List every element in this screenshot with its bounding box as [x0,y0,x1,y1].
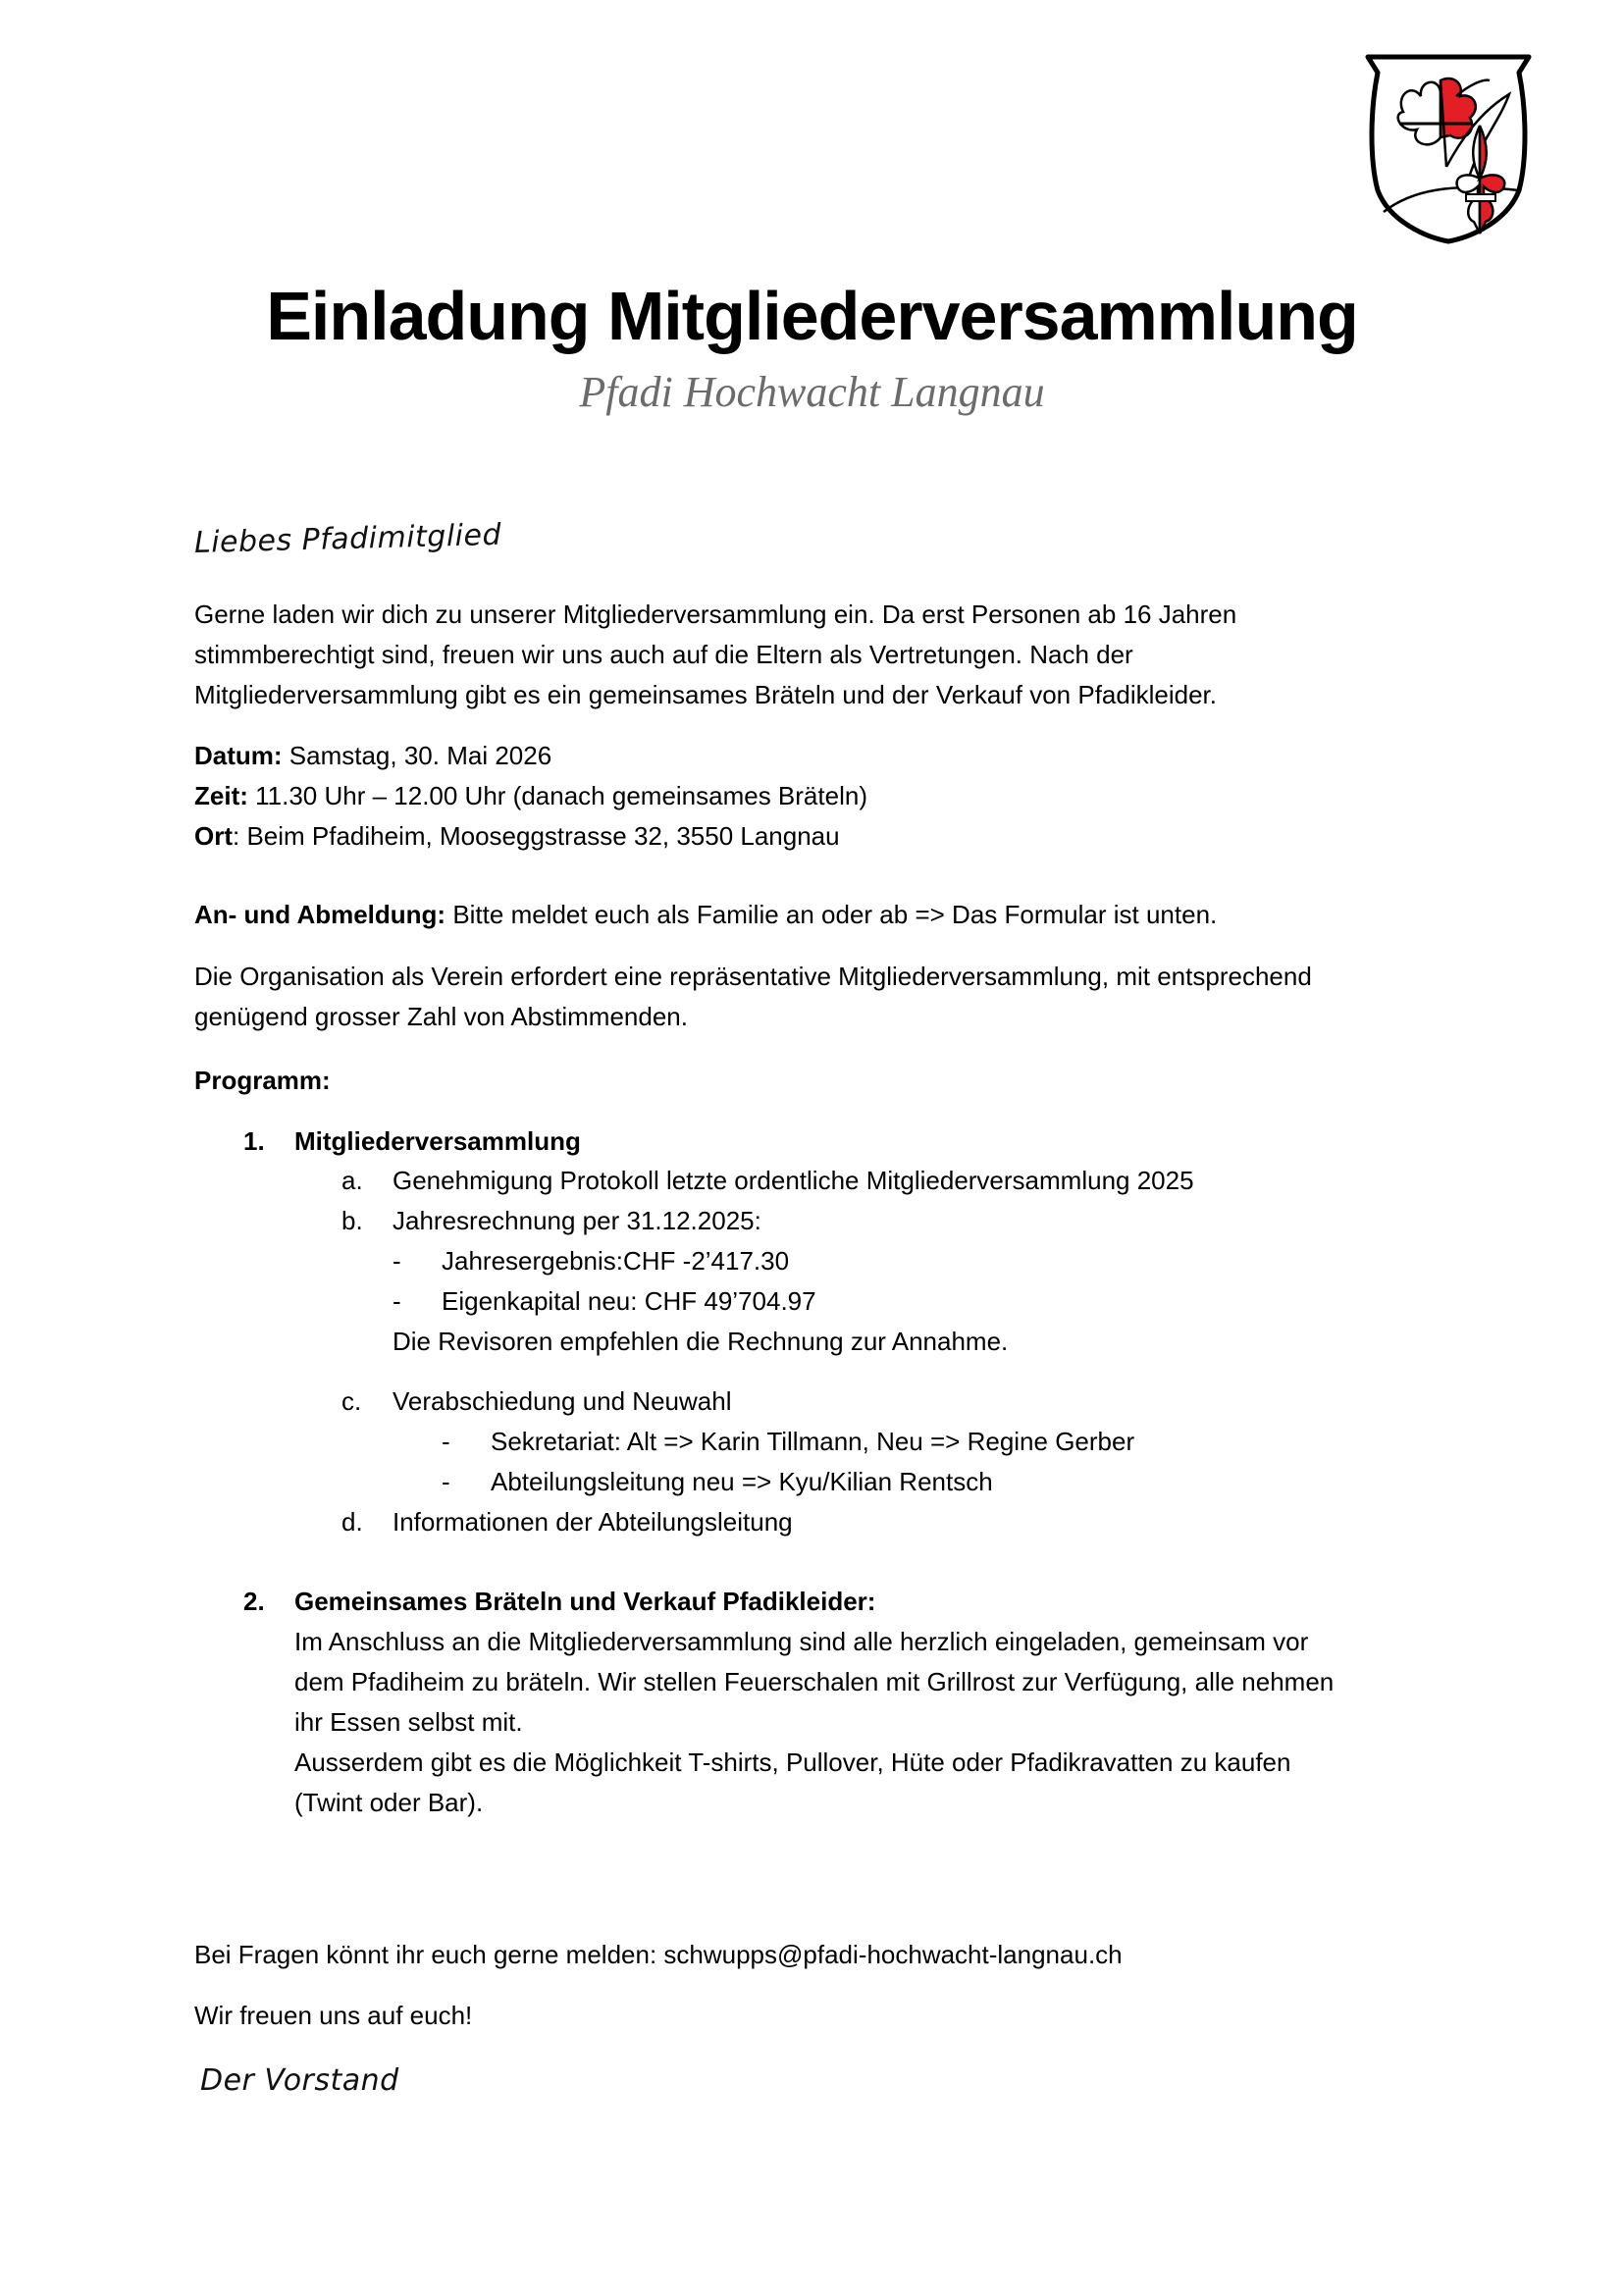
bullet-dash: - [442,1467,450,1496]
organisation-line: Die Organisation als Verein erfordert eine repräsentative Mitgliederversammlung, mit entsprechend [194,962,1312,991]
intro-line: stimmberechtigt sind, freuen wir uns auch auf die Eltern als Vertretungen. Nach der [194,640,1133,669]
page-title: Einladung Mitgliederversammlung [266,278,1358,354]
program-item-line: Im Anschluss an die Mitgliederversammlung sind alle herzlich eingeladen, gemeinsam vor [294,1627,1309,1656]
date-row [194,736,1470,776]
sub-item-letter: c. [341,1386,362,1416]
sub-item-letter: d. [341,1507,363,1537]
time-row [194,776,1470,816]
sub-item-letter: a. [341,1166,363,1195]
sub-item-text: Informationen der Abteilungsleitung [393,1507,793,1537]
bullet-dash: - [393,1286,401,1316]
place-row [194,816,1470,857]
signature: Der Vorstand [200,2063,399,2098]
program-item-line: dem Pfadiheim zu bräteln. Wir stellen Feuerschalen mit Grillrost zur Verfügung, alle nehmen [294,1667,1335,1696]
bullet-text: Abteilungsleitung neu => Kyu/Kilian Rentsch [491,1467,993,1496]
bullet-text: Eigenkapital neu: CHF 49’704.97 [442,1286,816,1316]
bullet-text: Jahresergebnis:CHF -2’417.30 [442,1246,790,1276]
bullet-text: Sekretariat: Alt => Karin Tillmann, Neu => Regine Gerber [491,1427,1135,1456]
place-value: : Beim Pfadiheim, Mooseggstrasse 32, 3550 Langnau [233,821,840,851]
place-label: Ort [194,821,233,851]
program-item-line: Ausserdem gibt es die Möglichkeit T-shirts, Pullover, Hüte oder Pfadikravatten zu kaufen [294,1747,1291,1777]
time-value: 11.30 Uhr – 12.00 Uhr (danach gemeinsames Bräteln) [247,781,867,810]
sub-item-note: Die Revisoren empfehlen die Rechnung zur Annahme. [393,1327,1009,1356]
list-number: 2. [243,1587,265,1616]
registration-label: An- und Abmeldung: [194,900,446,929]
coat-of-arms-shield-icon [1362,53,1535,245]
greeting: Liebes Pfadimitglied [193,517,502,560]
organisation-paragraph [194,957,1470,1037]
registration-line [194,895,1470,935]
registration-text: Bitte meldet euch als Familie an oder ab => Das Formular ist unten. [445,900,1218,929]
time-label: Zeit: [194,781,248,810]
date-label: Datum: [194,741,283,770]
contact-line: Bei Fragen könnt ihr euch gerne melden: schwupps@pfadi-hochwacht-langnau.ch [194,1940,1123,1969]
page-subtitle: Pfadi Hochwacht Langnau [579,368,1045,416]
bullet-dash: - [393,1246,401,1276]
program-item-title: Gemeinsames Bräteln und Verkauf Pfadikleider: [294,1587,876,1616]
sub-item-letter: b. [341,1206,363,1235]
list-number: 1. [243,1126,265,1156]
intro-line: Mitgliederversammlung gibt es ein gemeinsames Bräteln und der Verkauf von Pfadikleider. [194,680,1217,709]
sub-item-text: Genehmigung Protokoll letzte ordentliche Mitgliederversammlung 2025 [393,1166,1194,1195]
bullet-dash: - [442,1427,450,1456]
sub-item-text: Jahresrechnung per 31.12.2025: [393,1206,761,1235]
intro-line: Gerne laden wir dich zu unserer Mitgliederversammlung ein. Da erst Personen ab 16 Jahren [194,600,1237,629]
program-item-title: Mitgliederversammlung [294,1126,581,1156]
organisation-line: genügend grosser Zahl von Abstimmenden. [194,1002,688,1031]
intro-paragraph [194,595,1470,715]
program-item-line: ihr Essen selbst mit. [294,1707,523,1737]
date-value: Samstag, 30. Mai 2026 [282,741,552,770]
program-item-line: (Twint oder Bar). [294,1788,484,1817]
program-heading: Programm: [194,1066,331,1095]
sub-item-text: Verabschiedung und Neuwahl [393,1386,732,1416]
event-details [194,736,1470,857]
closing-line: Wir freuen uns auf euch! [194,2001,473,2030]
